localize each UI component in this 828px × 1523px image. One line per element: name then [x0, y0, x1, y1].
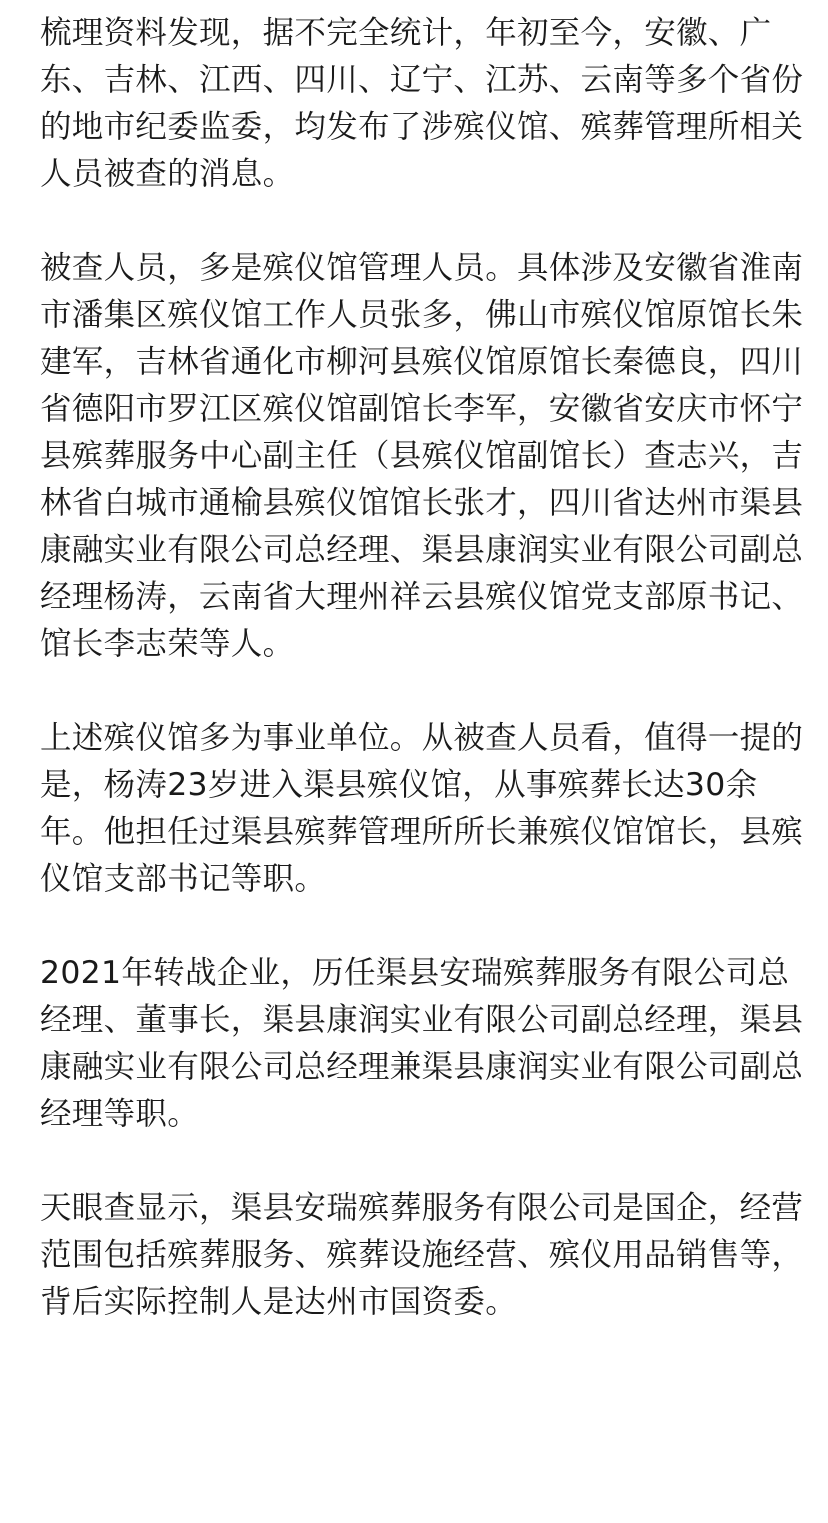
- text-line: 被查人员，多是殡仪馆管理人员。具体涉及安徽省淮南: [40, 250, 804, 286]
- paragraph-3: [40, 715, 804, 903]
- paragraph-1: [40, 10, 804, 198]
- text-line: 康融实业有限公司总经理兼渠县康润实业有限公司副总: [40, 1049, 804, 1085]
- text-line: 东、吉林、江西、四川、辽宁、江苏、云南等多个省份: [40, 62, 804, 98]
- text-line: 天眼查显示，渠县安瑞殡葬服务有限公司是国企，经营: [40, 1190, 804, 1226]
- text-line: 经理、董事长，渠县康润实业有限公司副总经理，渠县: [40, 1002, 804, 1038]
- text-line: 经理杨涛，云南省大理州祥云县殡仪馆党支部原书记、: [40, 579, 804, 615]
- text-line: 背后实际控制人是达州市国资委。: [40, 1284, 518, 1320]
- text-line: 省德阳市罗江区殡仪馆副馆长李军，安徽省安庆市怀宁: [40, 391, 804, 427]
- text-line: 康融实业有限公司总经理、渠县康润实业有限公司副总: [40, 532, 804, 568]
- text-line: 年。他担任过渠县殡葬管理所所长兼殡仪馆馆长，县殡: [40, 814, 804, 850]
- text-line: 2021年转战企业，历任渠县安瑞殡葬服务有限公司总: [40, 955, 790, 991]
- text-line: 范围包括殡葬服务、殡葬设施经营、殡仪用品销售等，: [40, 1237, 804, 1273]
- paragraph-4: [40, 950, 804, 1138]
- text-line: 上述殡仪馆多为事业单位。从被查人员看，值得一提的: [40, 720, 804, 756]
- text-line: 的地市纪委监委，均发布了涉殡仪馆、殡葬管理所相关: [40, 109, 804, 145]
- text-line: 梳理资料发现，据不完全统计，年初至今，安徽、广: [40, 15, 772, 51]
- text-line: 市潘集区殡仪馆工作人员张多，佛山市殡仪馆原馆长朱: [40, 297, 804, 333]
- text-line: 建军，吉林省通化市柳河县殡仪馆原馆长秦德良，四川: [40, 344, 804, 380]
- text-line: 是，杨涛23岁进入渠县殡仪馆，从事殡葬长达30余: [40, 767, 758, 803]
- text-line: 人员被查的消息。: [40, 156, 295, 192]
- paragraph-2: [40, 245, 804, 668]
- text-line: 馆长李志荣等人。: [40, 626, 295, 662]
- text-line: 林省白城市通榆县殡仪馆馆长张才，四川省达州市渠县: [40, 485, 804, 521]
- text-line: 经理等职。: [40, 1096, 200, 1132]
- text-line: 仪馆支部书记等职。: [40, 861, 327, 897]
- paragraph-5: [40, 1185, 804, 1326]
- text-line: 县殡葬服务中心副主任（县殡仪馆副馆长）查志兴，吉: [40, 438, 804, 474]
